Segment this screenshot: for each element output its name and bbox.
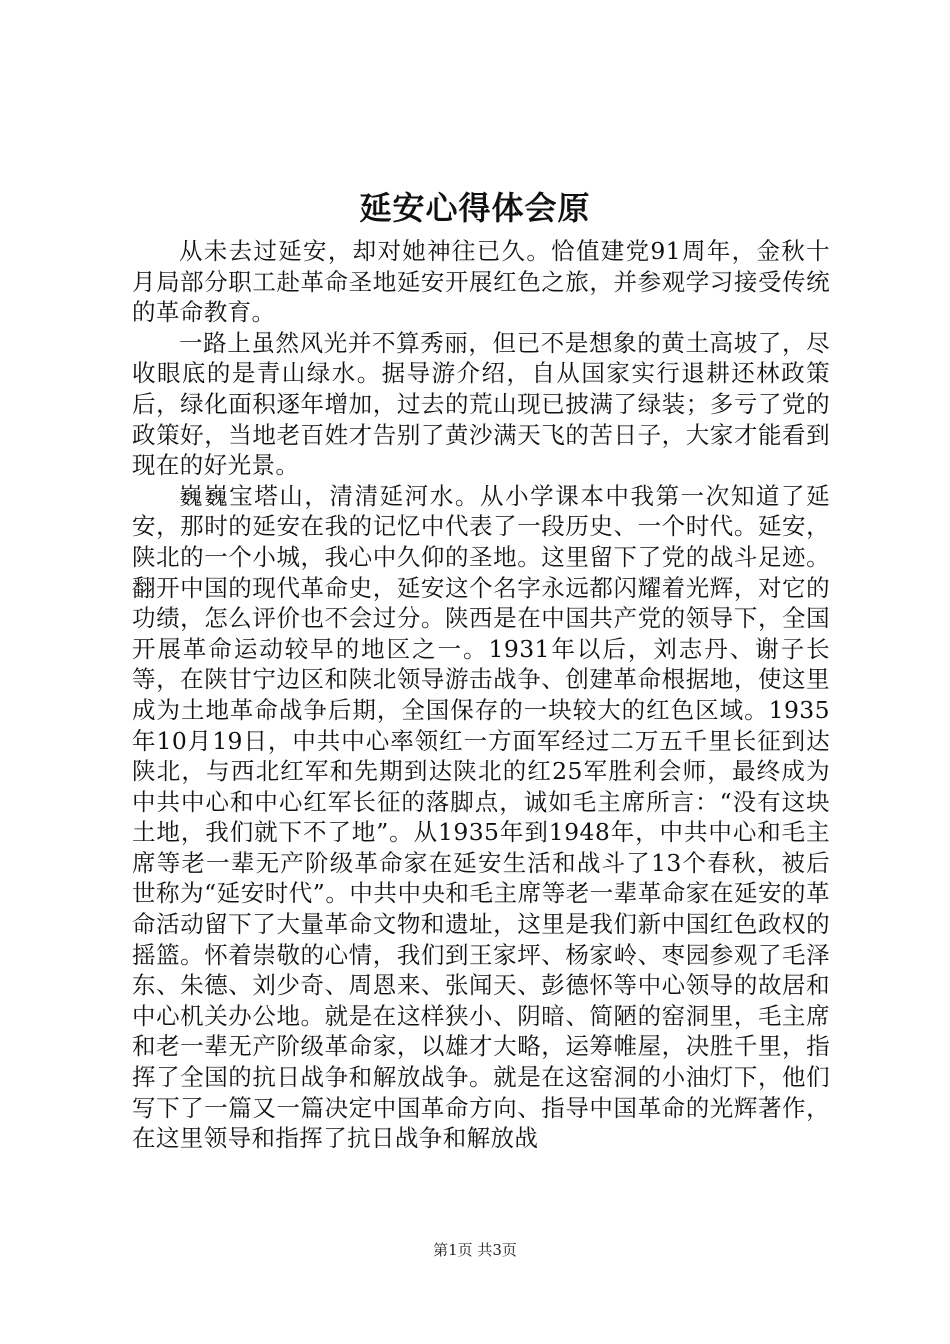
- document-body: [132, 236, 830, 1154]
- page-footer: 第1页 共3页: [433, 1241, 517, 1259]
- paragraph-3: 巍巍宝塔山，清清延河水。从小学课本中我第一次知道了延安，那时的延安在我的记忆中代表了一段历史、一个时代。延安，陕北的一个小城，我心中久仰的圣地。这里留下了党的战斗足迹。翻开中国的现代革命史，延安这个名字永远都闪耀着光辉，对它的功绩，怎么评价也不会过分。陕西是在中国共产党的领导下，全国开展革命运动较早的地区之一。1931年以后，刘志丹、谢子长等，在陕甘宁边区和陕北领导游击战争、创建革命根据地，使这里成为土地革命战争后期，全国保存的一块较大的红色区域。1935年10月19日，中共中心率领红一方面军经过二万五千里长征到达陕北，与西北红军和先期到达陕北的红25军胜利会师，最终成为中共中心和中心红军长征的落脚点，诚如毛主席所言：“没有这块土地，我们就下不了地”。从1935年到1948年，中共中心和毛主席等老一辈无产阶级革命家在延安生活和战斗了13个春秋，被后世称为“延安时代”。中共中央和毛主席等老一辈革命家在延安的革命活动留下了大量革命文物和遗址，这里是我们新中国红色政权的摇篮。怀着崇敬的心情，我们到王家坪、杨家岭、枣园参观了毛泽东、朱德、刘少奇、周恩来、张闻天、彭德怀等中心领导的故居和中心机关办公地。就是在这样狭小、阴暗、简陋的窑洞里，毛主席和老一辈无产阶级革命家，以雄才大略，运筹帷屋，决胜千里，指挥了全国的抗日战争和解放战争。就是在这窑洞的小油灯下，他们写下了一篇又一篇决定中国革命方向、指导中国革命的光辉著作，在这里领导和指挥了抗日战争和解放战: [132, 481, 830, 1153]
- page-title: 延安心得体会原: [359, 189, 591, 227]
- paragraph-1: 从未去过延安，却对她神往已久。恰值建党91周年，金秋十月局部分职工赴革命圣地延安开展红色之旅，并参观学习接受传统的革命教育。: [132, 237, 830, 327]
- paragraph-2: 一路上虽然风光并不算秀丽，但已不是想象的黄土高坡了，尽收眼底的是青山绿水。据导游介绍，自从国家实行退耕还林政策后，绿化面积逐年增加，过去的荒山现已披满了绿装；多亏了党的政策好，当地老百姓才告别了黄沙满天飞的苦日子，大家才能看到现在的好光景。: [132, 328, 830, 480]
